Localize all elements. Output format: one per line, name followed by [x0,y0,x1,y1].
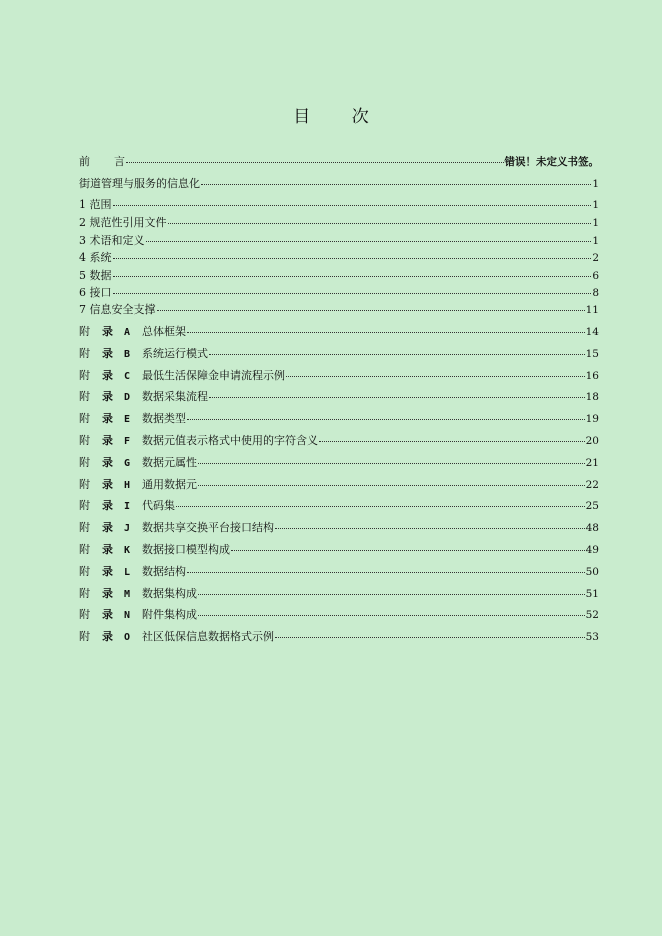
toc-label: 前 言 [79,155,125,168]
toc-entry-chapter[interactable] [79,232,599,248]
dot-leader [113,293,592,294]
toc-page: 18 [585,391,599,404]
dot-leader [198,594,585,595]
toc-label: 3 术语和定义 [79,234,145,247]
toc-entry-chapter[interactable] [79,267,599,283]
toc-page: 52 [585,609,599,622]
dot-leader [113,205,592,206]
dot-leader [126,162,504,163]
toc-label: 附 录 G 数据元属性 [79,455,197,469]
dot-leader [201,184,591,185]
toc-label: 附 录 A 总体框架 [79,325,186,338]
toc-page: 51 [585,587,599,600]
dot-leader [113,276,592,277]
toc-page: 14 [585,326,599,338]
toc-page: 15 [585,347,599,360]
toc-page: 1 [592,235,599,247]
toc-entry-appendix[interactable] [79,476,599,492]
dot-leader [198,463,585,464]
toc-page: 1 [592,217,599,229]
toc-label: 附 录 J 数据共享交换平台接口结构 [79,521,274,535]
toc-page: 21 [585,456,599,469]
toc-label: 附 录 E 数据类型 [79,412,186,426]
toc-entry-chapter[interactable] [79,249,599,265]
dot-leader [198,485,585,486]
toc-label: 附 录 N 附件集构成 [79,608,197,622]
toc-entry-appendix[interactable] [79,628,599,644]
dot-leader [209,354,585,355]
toc-page: 53 [585,631,599,644]
toc-page-error: 错误！未定义书签。 [504,156,599,168]
toc-label: 附 录 C 最低生活保障金申请流程示例 [79,368,285,382]
toc-entry-appendix[interactable] [79,541,599,557]
toc-label: 附 录 L 数据结构 [79,564,186,578]
dot-leader [231,550,585,551]
toc-entry-chapter[interactable] [79,284,599,300]
toc-label: 7 信息安全支撑 [79,303,156,316]
toc-label: 附 录 I 代码集 [79,499,175,513]
toc-entry-appendix[interactable] [79,519,599,535]
toc-page: 1 [592,178,599,190]
dot-leader [176,506,585,507]
toc-label: 附 录 H 通用数据元 [79,477,197,491]
dot-leader [319,441,585,442]
toc-entry-appendix[interactable] [79,367,599,383]
toc-label: 街道管理与服务的信息化 [79,177,200,190]
dot-leader [198,615,585,616]
toc-label: 5 数据 [79,269,112,282]
toc-entry-appendix[interactable] [79,323,599,339]
toc-page: 6 [592,270,599,282]
toc-label: 附 录 K 数据接口模型构成 [79,543,230,556]
dot-leader [168,223,592,224]
toc-label: 4 系统 [79,251,112,264]
dot-leader [187,572,585,573]
toc-label: 附 录 M 数据集构成 [79,586,197,600]
toc-label: 附 录 O 社区低保信息数据格式示例 [79,630,274,644]
toc-label: 附 录 B 系统运行模式 [79,346,208,360]
toc-page: 8 [592,287,599,299]
toc-entry-appendix[interactable] [79,497,599,513]
dot-leader [275,637,585,638]
toc-entry-chapter[interactable] [79,214,599,230]
toc-entry-appendix[interactable] [79,585,599,601]
page-title: 目 次 [293,107,387,127]
toc-entry-chapter[interactable] [79,301,599,317]
toc-label: 6 接口 [79,286,112,299]
toc-entry-main[interactable] [79,175,599,191]
toc-page: 2 [592,252,599,264]
dot-leader [286,376,585,377]
toc-entry-appendix[interactable] [79,345,599,361]
toc-page: 19 [585,413,599,426]
dot-leader [146,241,592,242]
toc-entry-appendix[interactable] [79,606,599,622]
toc-label: 1 范围 [79,198,112,211]
toc-entry-appendix[interactable] [79,388,599,404]
dot-leader [209,397,585,398]
toc-page: 22 [585,478,599,491]
toc-page: 11 [585,304,599,316]
toc-label: 2 规范性引用文件 [79,216,167,229]
toc-entry-preface[interactable] [79,153,599,169]
dot-leader [187,419,585,420]
toc-label: 附 录 D 数据采集流程 [79,390,208,404]
toc-page: 49 [585,544,599,556]
toc-label: 附 录 F 数据元值表示格式中使用的字符含义 [79,434,318,447]
toc-page: 1 [592,199,599,211]
toc-entry-appendix[interactable] [79,410,599,426]
toc-page: 16 [585,369,599,382]
toc-entry-appendix[interactable] [79,432,599,448]
dot-leader [157,310,585,311]
toc-entry-appendix[interactable] [79,563,599,579]
toc-page: 20 [585,435,599,447]
toc-page: 48 [585,522,599,535]
dot-leader [275,528,585,529]
toc-page: 50 [585,565,599,578]
toc-entry-appendix[interactable] [79,454,599,470]
dot-leader [187,332,585,333]
dot-leader [113,258,592,259]
toc-page: 25 [585,500,599,513]
toc-entry-chapter[interactable] [79,196,599,212]
